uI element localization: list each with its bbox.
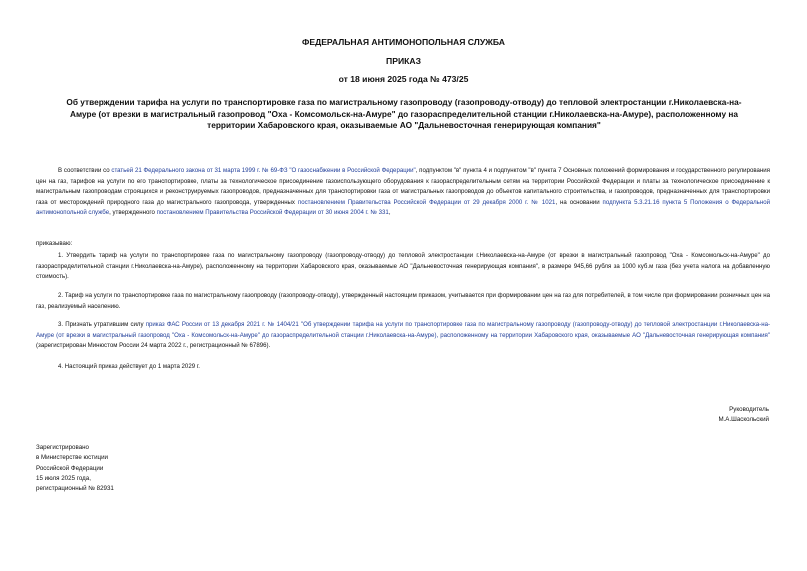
intro-text-2: , подпунктом "в" пункта 4 и подпунктом "в" пункта 7 Основных положений формирования и государственного регулирования цен на газ, тарифов на услуги по его транспортировке, платы за технологическое присоединение газоиспользующего оборудования к газораспределительным сетям на территории Российской Федерации и платы за технологическое присоединение к магистральным газопроводам строящихся и реконструируемых газопроводов, предназначенных для транспортировки газа от магистральных газопроводов до объектов капитального строительства, и газопроводов, предназначенных для транспортировки газа от месторождений природного газа до магистрального газопровода, утвержденных bbox=[36, 167, 770, 206]
signatory-name: М.А.Шаскольский bbox=[718, 416, 769, 423]
registration-line-2: в Министерстве юстиции bbox=[36, 454, 109, 462]
item-3-text-a: 3. Признать утратившим силу bbox=[58, 321, 146, 328]
intro-text-5: , bbox=[388, 209, 391, 216]
law-link[interactable]: статьей 21 Федерального закона от 31 марта 1999 г. № 69-ФЗ "О газоснабжении в Российской Федерации" bbox=[111, 167, 416, 174]
order-item-3 bbox=[36, 320, 770, 352]
signatory-role: Руководитель bbox=[729, 406, 769, 413]
registration-line-3: Российской Федерации bbox=[36, 464, 104, 472]
intro-text-3: , на основании bbox=[555, 198, 603, 206]
order-item-4: 4. Настоящий приказ действует до 1 марта 2029 г. bbox=[58, 363, 200, 370]
agency-name: ФЕДЕРАЛЬНАЯ АНТИМОНОПОЛЬНАЯ СЛУЖБА bbox=[302, 37, 505, 47]
intro-text-1: В соответствии со bbox=[58, 167, 112, 174]
order-date-number: от 18 июня 2025 года № 473/25 bbox=[338, 74, 469, 84]
item-3-text-b: (зарегистрирован Минюстом России 24 марта 2022 г., регистрационный № 67896). bbox=[36, 342, 271, 349]
government-resolution-link[interactable]: постановлением Правительства Российской Федерации от 29 декабря 2000 г. № 1021 bbox=[297, 198, 556, 206]
registration-line-4: 15 июля 2025 года, bbox=[36, 474, 91, 482]
order-item-2: 2. Тариф на услуги по транспортировке газа по магистральному газопроводу (газопроводу-отводу), утвержденный настоящим приказом, учитывается при формировании цен на газ для потребителей, в том числе при формировании розничных цен на газ, реализуемый населению. bbox=[36, 292, 770, 310]
orders-word: приказываю: bbox=[36, 240, 73, 247]
fas-regulation-link[interactable]: подпункта 5.3.21.16 пункта 5 Положения о Федеральной антимонопольной службе bbox=[36, 198, 770, 216]
intro-paragraph bbox=[36, 166, 770, 219]
document-type: ПРИКАЗ bbox=[386, 56, 421, 66]
repealed-order-link[interactable]: приказ ФАС России от 13 декабря 2021 г. № 1404/21 "Об утверждении тарифа на услуги по транспортировке газа по магистральному газопроводу (газопроводу-отводу) до тепловой электростанции г.Николаевска-на-Амуре (от врезки в магистральный газопровод "Оха - Комсомольск-на-Амуре" до газораспределительной станции г.Николаевска-на-Амуре), расположенному на территории Хабаровского края, оказываемые АО "Дальневосточная генерирующая компания" bbox=[36, 321, 770, 339]
order-title: Об утверждении тарифа на услуги по транспортировке газа по магистральному газопроводу (газопроводу-отводу) до тепловой электростанции г.Николаевска-на-Амуре (от врезки в магистральный газопровод "Оха - Комсомольск-на-Амуре" до газораспределительной станции г.Николаевска-на-Амуре), расположенному на территории Хабаровского края, оказываемые АО "Дальневосточная генерирующая компания" bbox=[66, 97, 742, 130]
registration-block bbox=[36, 443, 114, 494]
resolution-331-link[interactable]: постановлением Правительства Российской Федерации от 30 июня 2004 г. № 331 bbox=[156, 209, 389, 216]
order-item-1: 1. Утвердить тариф на услуги по транспортировке газа по магистральному газопроводу (газопроводу-отводу) до тепловой электростанции г.Николаевска-на-Амуре (от врезки в магистральный газопровод "Оха - Комсомольск-на-Амуре" до газораспределительной станции г.Николаевска-на-Амуре), расположенному на территории Хабаровского края, оказываемые АО "Дальневосточная генерирующая компания", в размере 945,66 рубля за 1000 куб.м газа (без учета налога на добавленную стоимость). bbox=[36, 252, 770, 280]
registration-line-1: Зарегистрировано bbox=[36, 444, 89, 451]
intro-text-4: , утвержденного bbox=[109, 209, 157, 216]
registration-line-5: регистрационный № 82931 bbox=[36, 485, 114, 493]
